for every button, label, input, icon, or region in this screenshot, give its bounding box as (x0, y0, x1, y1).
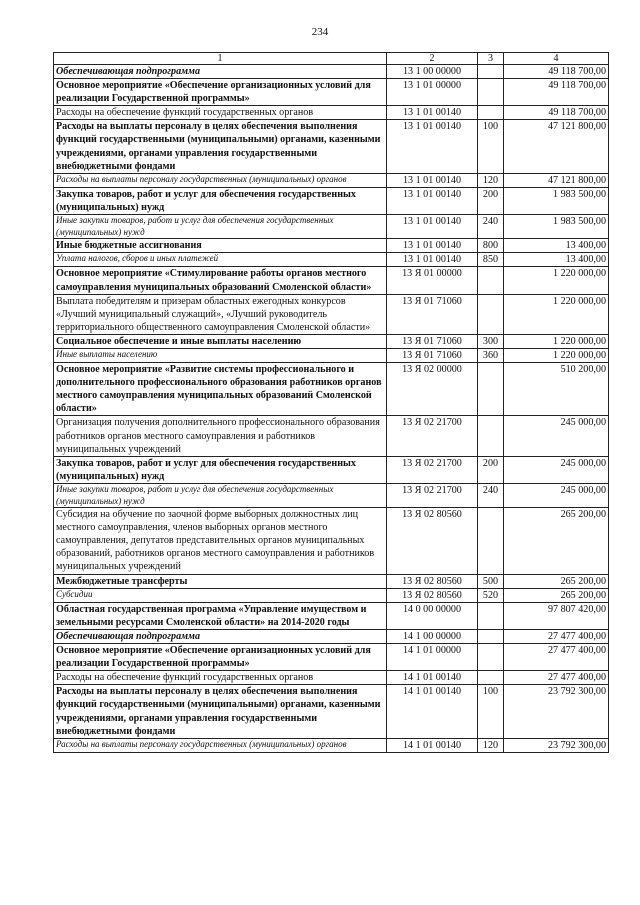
amount-cell: 1 983 500,00 (504, 187, 609, 214)
table-row (54, 671, 609, 685)
amount-cell: 23 792 300,00 (504, 738, 609, 752)
name-cell: Расходы на обеспечение функций государственных органов (54, 106, 387, 120)
amount-cell: 27 477 400,00 (504, 644, 609, 671)
name-cell: Основное мероприятие «Обеспечение организационных условий для реализации Государственной программы» (54, 644, 387, 671)
amount-cell: 13 400,00 (504, 239, 609, 253)
code-cell: 13 1 01 00000 (387, 79, 478, 106)
expense-type-cell (478, 671, 504, 685)
table-row (54, 215, 609, 239)
budget-table (53, 52, 609, 753)
name-cell: Расходы на обеспечение функций государственных органов (54, 671, 387, 685)
table-row (54, 253, 609, 267)
table-row (54, 483, 609, 507)
code-cell: 13 1 01 00140 (387, 173, 478, 187)
code-cell: 13 1 01 00140 (387, 215, 478, 239)
header-cell-3: 3 (478, 53, 504, 65)
header-cell-4: 4 (504, 53, 609, 65)
page-number: 234 (311, 26, 329, 38)
code-cell: 14 1 01 00140 (387, 738, 478, 752)
code-cell: 14 1 01 00140 (387, 671, 478, 685)
table-row (54, 173, 609, 187)
name-cell: Основное мероприятие «Обеспечение организационных условий для реализации Государственной программы» (54, 79, 387, 106)
expense-type-cell (478, 267, 504, 294)
name-cell: Иные выплаты населению (54, 348, 387, 362)
amount-cell: 1 220 000,00 (504, 267, 609, 294)
header-cell-2: 2 (387, 53, 478, 65)
name-cell: Закупка товаров, работ и услуг для обеспечения государственных (муниципальных) нужд (54, 456, 387, 483)
code-cell: 13 1 01 00140 (387, 187, 478, 214)
table-header-row (54, 53, 609, 65)
table-row (54, 106, 609, 120)
table-row (54, 79, 609, 106)
table-row (54, 348, 609, 362)
expense-type-cell: 200 (478, 187, 504, 214)
expense-type-cell (478, 65, 504, 79)
name-cell: Основное мероприятие «Стимулирование работы органов местного самоуправления муниципальных образований Смоленской области» (54, 267, 387, 294)
code-cell: 14 1 01 00140 (387, 685, 478, 738)
amount-cell: 23 792 300,00 (504, 685, 609, 738)
amount-cell: 265 200,00 (504, 588, 609, 602)
expense-type-cell: 520 (478, 588, 504, 602)
table-row (54, 685, 609, 738)
code-cell: 13 1 01 00140 (387, 239, 478, 253)
amount-cell: 245 000,00 (504, 416, 609, 456)
table-row (54, 65, 609, 79)
code-cell: 13 Я 02 80560 (387, 508, 478, 574)
code-cell: 13 Я 01 00000 (387, 267, 478, 294)
code-cell: 13 Я 01 71060 (387, 294, 478, 334)
table-row (54, 508, 609, 574)
expense-type-cell: 850 (478, 253, 504, 267)
name-cell: Иные закупки товаров, работ и услуг для обеспечения государственных (муниципальных) нужд (54, 215, 387, 239)
name-cell: Расходы на выплаты персоналу государственных (муниципальных) органов (54, 738, 387, 752)
name-cell: Областная государственная программа «Управление имуществом и земельными ресурсами Смоленской области» на 2014-2020 годы (54, 602, 387, 629)
expense-type-cell: 500 (478, 574, 504, 588)
expense-type-cell (478, 508, 504, 574)
amount-cell: 49 118 700,00 (504, 65, 609, 79)
amount-cell: 1 220 000,00 (504, 334, 609, 348)
expense-type-cell: 360 (478, 348, 504, 362)
amount-cell: 27 477 400,00 (504, 629, 609, 643)
amount-cell: 27 477 400,00 (504, 671, 609, 685)
expense-type-cell (478, 79, 504, 106)
code-cell: 13 Я 02 21700 (387, 416, 478, 456)
name-cell: Организация получения дополнительного профессионального образования работников органов местного самоуправления и работников муниципальных учреждений (54, 416, 387, 456)
code-cell: 13 Я 02 00000 (387, 363, 478, 416)
code-cell: 13 1 00 00000 (387, 65, 478, 79)
code-cell: 13 Я 01 71060 (387, 334, 478, 348)
amount-cell: 510 200,00 (504, 363, 609, 416)
expense-type-cell: 100 (478, 120, 504, 173)
code-cell: 14 1 01 00000 (387, 644, 478, 671)
expense-type-cell (478, 106, 504, 120)
amount-cell: 47 121 800,00 (504, 173, 609, 187)
name-cell: Межбюджетные трансферты (54, 574, 387, 588)
expense-type-cell: 240 (478, 483, 504, 507)
expense-type-cell (478, 363, 504, 416)
name-cell: Расходы на выплаты персоналу в целях обеспечения выполнения функций государственными (муниципальными) органами, казенными учреждениями, органами управления государственными внебюджетными фондами (54, 120, 387, 173)
amount-cell: 1 983 500,00 (504, 215, 609, 239)
code-cell: 14 0 00 00000 (387, 602, 478, 629)
name-cell: Закупка товаров, работ и услуг для обеспечения государственных (муниципальных) нужд (54, 187, 387, 214)
name-cell: Социальное обеспечение и иные выплаты населению (54, 334, 387, 348)
code-cell: 13 Я 01 71060 (387, 348, 478, 362)
table-row (54, 267, 609, 294)
expense-type-cell (478, 416, 504, 456)
code-cell: 13 Я 02 21700 (387, 483, 478, 507)
header-cell-1: 1 (54, 53, 387, 65)
name-cell: Основное мероприятие «Развитие системы профессионального и дополнительного профессионального образования работников органов местного самоуправления муниципальных образований Смоленской области» (54, 363, 387, 416)
table-row (54, 334, 609, 348)
expense-type-cell: 200 (478, 456, 504, 483)
expense-type-cell: 120 (478, 738, 504, 752)
name-cell: Обеспечивающая подпрограмма (54, 629, 387, 643)
expense-type-cell: 300 (478, 334, 504, 348)
amount-cell: 49 118 700,00 (504, 79, 609, 106)
amount-cell: 49 118 700,00 (504, 106, 609, 120)
name-cell: Обеспечивающая подпрограмма (54, 65, 387, 79)
amount-cell: 1 220 000,00 (504, 348, 609, 362)
amount-cell: 265 200,00 (504, 508, 609, 574)
amount-cell: 245 000,00 (504, 483, 609, 507)
table-row (54, 629, 609, 643)
expense-type-cell (478, 602, 504, 629)
name-cell: Выплата победителям и призерам областных ежегодных конкурсов «Лучший муниципальный служащий», «Лучший руководитель территориального общественного самоуправления Смоленской области» (54, 294, 387, 334)
table-row (54, 294, 609, 334)
table-row (54, 187, 609, 214)
name-cell: Иные бюджетные ассигнования (54, 239, 387, 253)
code-cell: 13 Я 02 80560 (387, 574, 478, 588)
amount-cell: 13 400,00 (504, 253, 609, 267)
table-row (54, 363, 609, 416)
table-row (54, 602, 609, 629)
amount-cell: 97 807 420,00 (504, 602, 609, 629)
expense-type-cell: 120 (478, 173, 504, 187)
name-cell: Субсидии (54, 588, 387, 602)
table-row (54, 588, 609, 602)
code-cell: 13 Я 02 21700 (387, 456, 478, 483)
amount-cell: 1 220 000,00 (504, 294, 609, 334)
expense-type-cell (478, 294, 504, 334)
code-cell: 13 1 01 00140 (387, 253, 478, 267)
expense-type-cell: 100 (478, 685, 504, 738)
code-cell: 14 1 00 00000 (387, 629, 478, 643)
name-cell: Уплата налогов, сборов и иных платежей (54, 253, 387, 267)
code-cell: 13 1 01 00140 (387, 106, 478, 120)
amount-cell: 47 121 800,00 (504, 120, 609, 173)
code-cell: 13 1 01 00140 (387, 120, 478, 173)
budget-table-body (54, 53, 609, 753)
table-row (54, 120, 609, 173)
table-row (54, 456, 609, 483)
name-cell: Расходы на выплаты персоналу государственных (муниципальных) органов (54, 173, 387, 187)
expense-type-cell: 240 (478, 215, 504, 239)
code-cell: 13 Я 02 80560 (387, 588, 478, 602)
name-cell: Субсидия на обучение по заочной форме выборных должностных лиц местного самоуправления, членов выборных органов местного самоуправления, депутатов представительных органов муниципальных образований, работников органов местного самоуправления и работников муниципальных учреждений (54, 508, 387, 574)
amount-cell: 245 000,00 (504, 456, 609, 483)
table-row (54, 416, 609, 456)
table-row (54, 239, 609, 253)
expense-type-cell: 800 (478, 239, 504, 253)
name-cell: Иные закупки товаров, работ и услуг для обеспечения государственных (муниципальных) нужд (54, 483, 387, 507)
table-row (54, 574, 609, 588)
name-cell: Расходы на выплаты персоналу в целях обеспечения выполнения функций государственными (муниципальными) органами, казенными учреждениями, органами управления государственными внебюджетными фондами (54, 685, 387, 738)
table-row (54, 644, 609, 671)
amount-cell: 265 200,00 (504, 574, 609, 588)
expense-type-cell (478, 644, 504, 671)
table-row (54, 738, 609, 752)
expense-type-cell (478, 629, 504, 643)
